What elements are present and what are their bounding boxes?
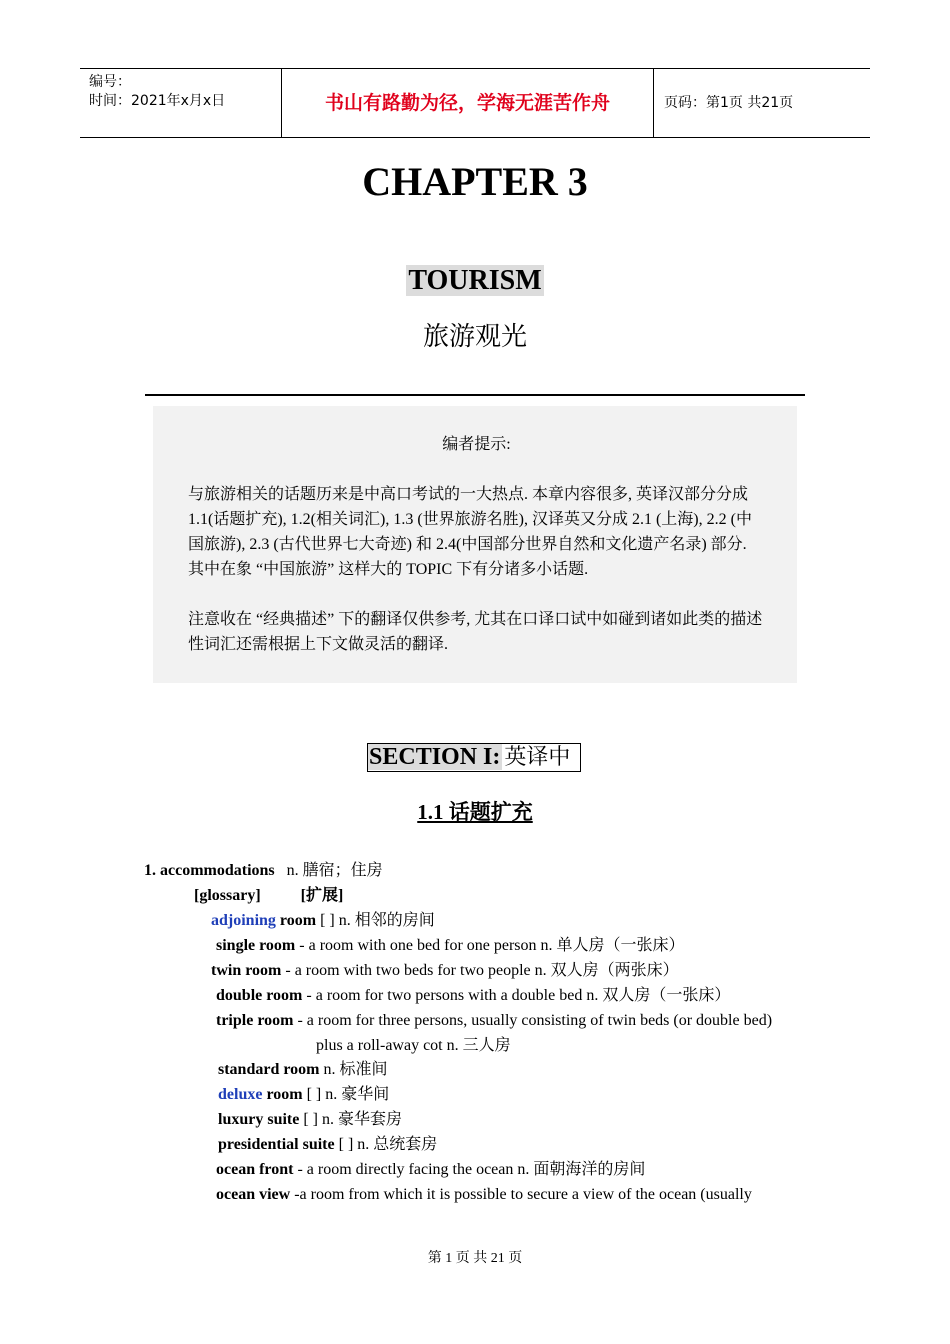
header-motto: 书山有路勤为径，学海无涯苦作舟: [281, 69, 654, 137]
header-table: [80, 68, 870, 138]
header-number-label: 编号：: [89, 74, 131, 90]
list-item: double room - a room for two persons with a double bed n. 双人房（一张床）: [216, 987, 731, 1004]
list-item: adjoining room [ ] n. 相邻的房间: [211, 912, 435, 929]
list-item: luxury suite [ ] n. 豪华套房: [218, 1111, 403, 1128]
page-footer: 第 1 页 共 21 页: [427, 1251, 523, 1266]
glossary-line: [194, 886, 343, 906]
section-label-en: SECTION I:: [369, 744, 501, 770]
editor-note-heading: 编者提示:: [442, 436, 511, 453]
header-page-info: 页码：第1页 共21页: [664, 95, 794, 111]
list-item: triple room - a room for three persons, usually consisting of twin beds (or double bed): [216, 1012, 773, 1029]
list-item: presidential suite [ ] n. 总统套房: [218, 1136, 438, 1153]
list-item: single room - a room with one bed for one person n. 单人房（一张床）: [216, 937, 685, 954]
entry-line: [144, 861, 383, 881]
entry-gloss: n. 膳宿；住房: [286, 862, 383, 879]
subsection-heading: 1.1 话题扩充: [417, 800, 533, 824]
glossary-label: [glossary]: [194, 887, 261, 904]
list-item: plus a roll-away cot n. 三人房: [316, 1037, 511, 1054]
section-label-cn: 英译中: [504, 745, 571, 770]
topic-title-en: TOURISM: [408, 265, 542, 296]
chapter-title: CHAPTER 3: [362, 159, 588, 204]
list-item: ocean view -a room from which it is possible to secure a view of the ocean (usually: [216, 1186, 752, 1203]
list-item: deluxe room [ ] n. 豪华间: [218, 1086, 390, 1103]
editor-note-paragraph: 与旅游相关的话题历来是中高口考试的一大热点. 本章内容很多, 英译汉部分分成 1.1(话题扩充), 1.2(相关词汇), 1.3 (世界旅游名胜), 汉译英又分成 2.1 (上海), 2.2 (中国旅游), 2.3 (古代世界七大奇迹) 和 2.4(中国部分世界自然和文化遗产名录) 部分. 其中在象 “中国旅游” 这样大的 TOPIC 下有分诸多小话题.: [188, 486, 752, 578]
section-heading: [367, 743, 581, 772]
header-time-label: 时间：2021年x月x日: [89, 93, 226, 109]
expand-label: [扩展]: [300, 887, 344, 904]
editor-note-box: [153, 406, 797, 683]
divider-rule: [145, 394, 805, 396]
header-meta-cell: [80, 69, 281, 137]
topic-title: [0, 265, 950, 297]
list-item: ocean front - a room directly facing the ocean n. 面朝海洋的房间: [216, 1161, 646, 1178]
list-item: twin room - a room with two beds for two people n. 双人房（两张床）: [211, 962, 679, 979]
editor-note-paragraph: 注意收在 “经典描述” 下的翻译仅供参考, 尤其在口译口试中如碰到诸如此类的描述性词汇还需根据上下文做灵活的翻译.: [188, 611, 763, 653]
entry-term: 1. accommodations: [144, 862, 275, 879]
list-item: standard room n. 标准间: [218, 1061, 388, 1078]
topic-title-cn: 旅游观光: [422, 322, 527, 352]
